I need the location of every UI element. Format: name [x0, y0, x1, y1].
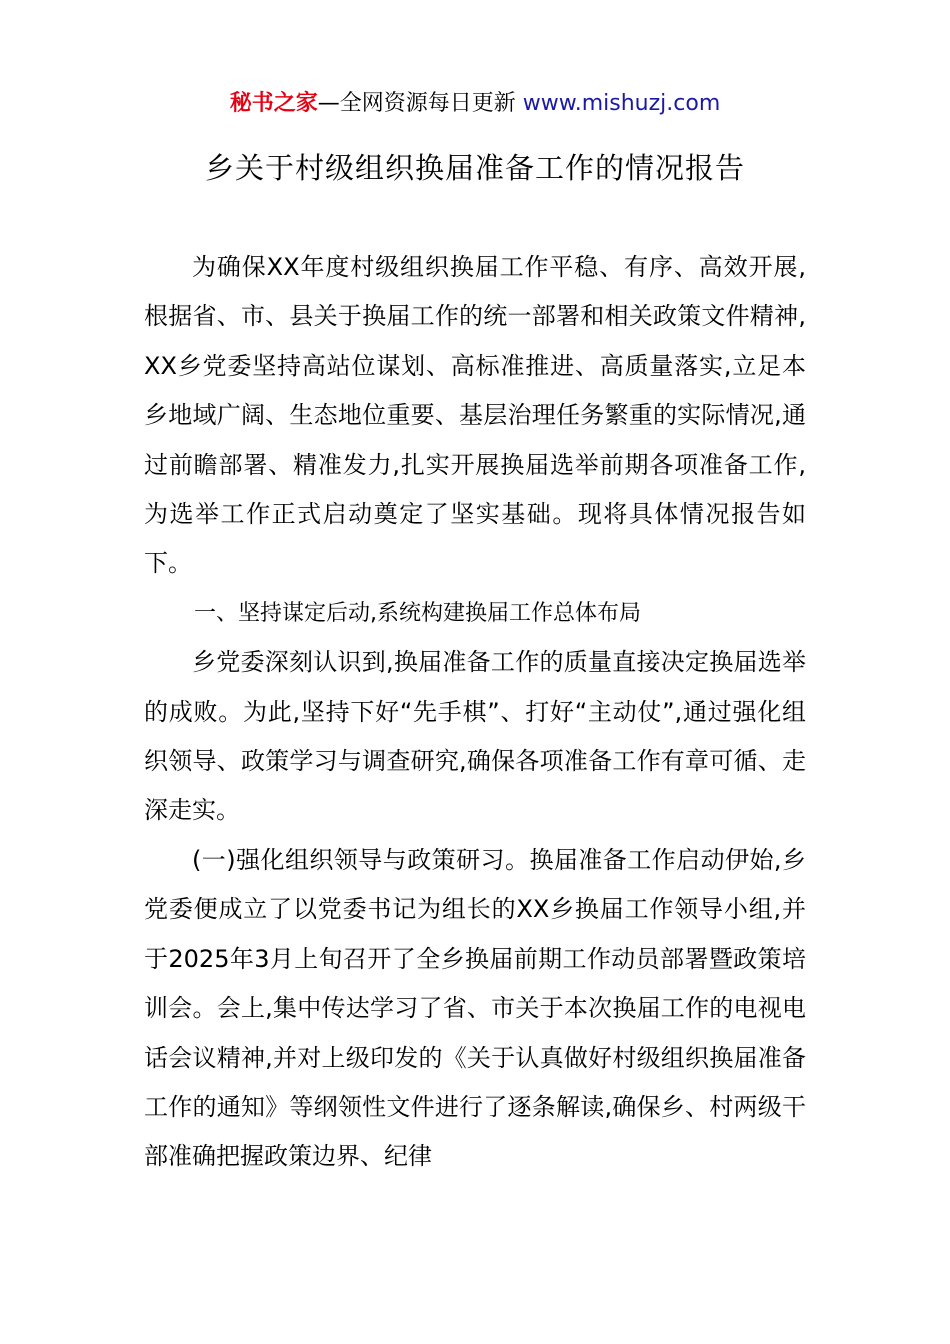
site-url-link[interactable]: www.mishuzj.com	[522, 91, 721, 116]
header-tagline: —全网资源每日更新	[317, 91, 516, 116]
document-body	[144, 243, 806, 1182]
document-title: 乡关于村级组织换届准备工作的情况报告	[204, 151, 745, 185]
subsection-1-paragraph: (一)强化组织领导与政策研习。换届准备工作启动伊始,乡党委便成立了以党委书记为组长的XX乡换届工作领导小组,并于2025年3月上旬召开了全乡换届前期工作动员部署暨政策培训会。会上,集中传达学习了省、市关于本次换届工作的电视电话会议精神,并对上级印发的《关于认真做好村级组织换届准备工作的通知》等纲领性文件进行了逐条解读,确保乡、村两级干部准确把握政策边界、纪律	[144, 845, 806, 1171]
brand-name: 秘书之家	[229, 91, 318, 116]
section-heading-1: 一、坚持谋定后动,系统构建换届工作总体布局	[194, 600, 641, 626]
section-1-paragraph: 乡党委深刻认识到,换届准备工作的质量直接决定换届选举的成败。为此,坚持下好“先手棋”、打好“主动仗”,通过强化组织领导、政策学习与调查研究,确保各项准备工作有章可循、走深走实。	[144, 648, 806, 825]
intro-paragraph: 为确保XX年度村级组织换届工作平稳、有序、高效开展,根据省、市、县关于换届工作的统一部署和相关政策文件精神,XX乡党委坚持高站位谋划、高标准推进、高质量落实,立足本乡地域广阔、生态地位重要、基层治理任务繁重的实际情况,通过前瞻部署、精准发力,扎实开展换届选举前期各项准备工作,为选举工作正式启动奠定了坚实基础。现将具体情况报告如下。	[144, 253, 806, 578]
site-header	[0, 86, 950, 122]
